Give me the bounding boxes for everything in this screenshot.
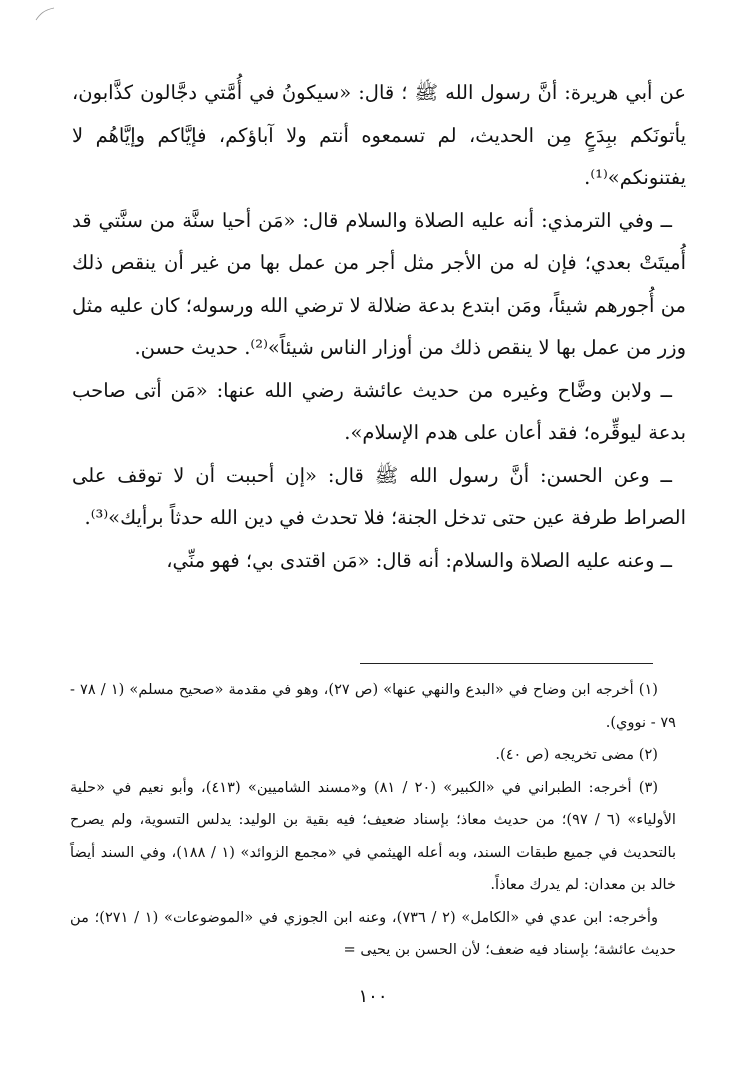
footnote-separator <box>360 663 653 664</box>
main-text <box>72 72 686 582</box>
paragraph-iqtida: ــ وعنه عليه الصلاة والسلام: أنه قال: «مَن اقتدى بي؛ فهو منِّي، <box>166 548 672 572</box>
footnote-3-continued: وأخرجه: ابن عدي في «الكامل» (٢ / ٧٣٦)، وعنه ابن الجوزي في «الموضوعات» (١ / ٢٧١)؛ من حديث عائشة؛ بإسناد فيه ضعف؛ لأن الحسن بن يحيى = <box>70 908 676 958</box>
footnotes <box>70 674 676 967</box>
footnote-1: (١) أخرجه ابن وضاح في «البدع والنهي عنها» (ص ٢٧)، وهو في مقدمة «صحيح مسلم» (١ / ٧٨ - ٧٩ - نووي). <box>70 681 676 731</box>
paragraph-tirmidhi: ــ وفي الترمذي: أنه عليه الصلاة والسلام قال: «مَن أحيا سنَّة من سنَّتي قد أُميتَتْ بعدي؛ فإن له من الأجر مثل أجر من عمل بها من غير أن ينقص ذلك من أُجورهم شيئاً، ومَن ابتدع بدعة ضلالة لا ترضي الله ورسوله؛ كان عليه مثل وزر من عمل بها لا ينقص ذلك من أوزار الناس شيئاً»⁽²⁾. حديث حسن. <box>72 208 686 359</box>
footnote-2: (٢) مضى تخريجه (ص ٤٠). <box>495 746 658 763</box>
paragraph-ibn-waddah: ــ ولابن وضَّاح وغيره من حديث عائشة رضي الله عنها: «مَن أتى صاحب بدعة ليوقِّره؛ فقد أعان على هدم الإسلام». <box>72 378 686 444</box>
paragraph-abu-hurayra: عن أبي هريرة: أنَّ رسول الله ﷺ ؛ قال: «سيكونُ في أُمَّتي دجَّالون كذَّابون، يأتونَكم ببِدَعٍ مِن الحديث، لم تسمعوه أنتم ولا آباؤكم، فإيَّاكم وإيَّاهُم لا يفتنونكم»⁽¹⁾. <box>72 81 686 189</box>
footnote-3: (٣) أخرجه: الطبراني في «الكبير» (٢٠ / ٨١) و«مسند الشاميين» (٤١٣)، وأبو نعيم في «حلية الأولياء» (٦ / ٩٧)؛ من حديث معاذ؛ بإسناد ضعيف؛ فيه بقية بن الوليد: يدلس التسوية، ولم يصرح بالتحديث في جميع طبقات السند، وبه أعله الهيثمي في «مجمع الزوائد» (١ / ١٨٨)، وفي السند أيضاً خالد بن معدان: لم يدرك معاذاً. <box>70 778 677 893</box>
page-number: ١٠٠ <box>358 986 388 1007</box>
paragraph-al-hasan: ــ وعن الحسن: أنَّ رسول الله ﷺ قال: «إن أحببت أن لا توقف على الصراط طرفة عين حتى تدخل الجنة؛ فلا تحدث في دين الله حدثاً برأيك»⁽³⁾. <box>72 463 686 529</box>
corner-scribble-mark <box>34 6 56 22</box>
